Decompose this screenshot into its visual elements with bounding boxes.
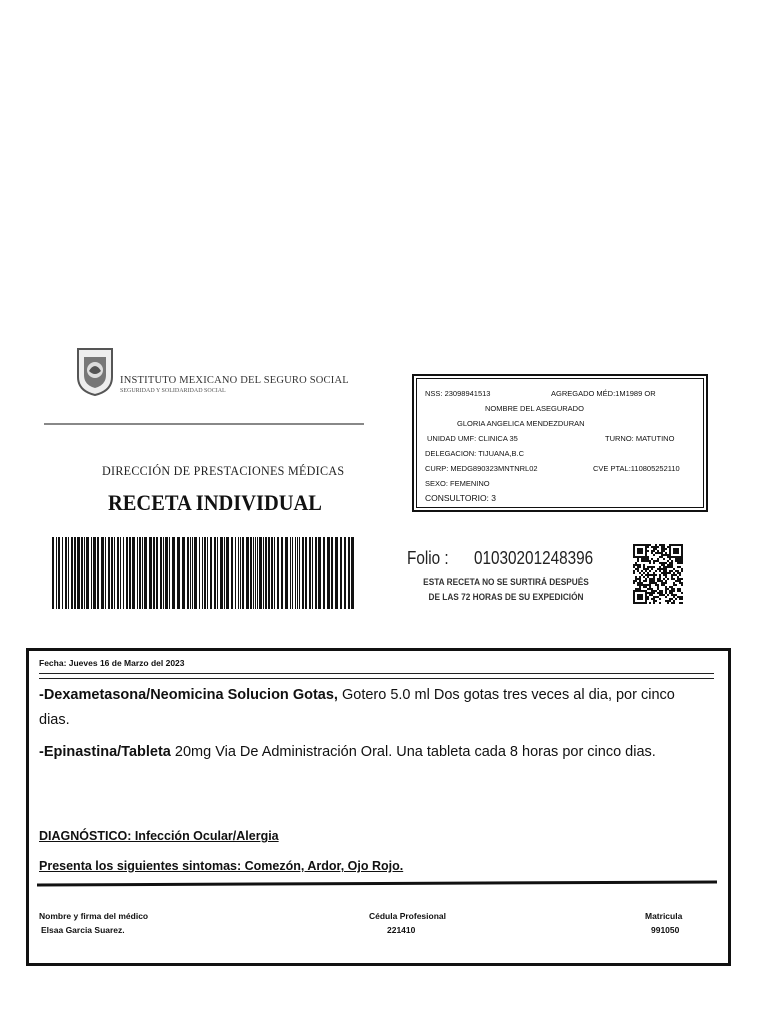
- diagnosis: DIAGNÓSTICO: Infección Ocular/Alergia: [39, 829, 279, 843]
- consultorio-field: CONSULTORIO: 3: [425, 493, 497, 503]
- doctor-name: Elsaa Garcia Suarez.: [41, 925, 125, 935]
- barcode-image: [52, 537, 354, 609]
- prescription-box: [26, 648, 731, 966]
- matricula-label: Matricula: [645, 911, 683, 921]
- institution-subtitle: SEGURIDAD Y SOLIDARIDAD SOCIAL: [120, 388, 226, 394]
- insured-name: GLORIA ANGELICA MENDEZDURAN: [457, 419, 585, 428]
- qr-code-image: [633, 544, 683, 604]
- matricula-value: 991050: [651, 925, 680, 935]
- sexo-field: SEXO: FEMENINO: [425, 479, 490, 488]
- document-title: RECETA INDIVIDUAL: [108, 490, 322, 515]
- imss-eagle-logo-icon: [74, 347, 116, 397]
- direction-title: DIRECCIÓN DE PRESTACIONES MÉDICAS: [102, 463, 345, 478]
- patient-info-box: [412, 374, 708, 512]
- institution-name: INSTITUTO MEXICANO DEL SEGURO SOCIAL: [120, 375, 349, 386]
- medication-2-detail: 20mg Via De Administración Oral. Una tableta cada 8 horas por cinco dias.: [170, 744, 656, 760]
- footer-divider: [37, 881, 717, 887]
- delegacion-field: DELEGACION: TIJUANA,B.C: [425, 449, 525, 458]
- institution-header: [74, 347, 349, 399]
- unidad-field: UNIDAD UMF: CLINICA 35: [427, 434, 518, 443]
- folio-warning: [410, 575, 601, 605]
- doctor-label: Nombre y firma del médico: [39, 911, 149, 921]
- medication-2: [39, 740, 709, 765]
- medication-1-detail: Gotero 5.0 ml Dos gotas tres veces al dia, por cinco dias.: [39, 687, 675, 728]
- medication-1-name: -Dexametasona/Neomicina Solucion Gotas,: [39, 687, 338, 703]
- agregado-field: AGREGADO MÉD:1M1989 OR: [551, 389, 656, 398]
- cedula-value: 221410: [387, 925, 416, 935]
- folio-warning-line2: DE LAS 72 HORAS DE SU EXPEDICIÓN: [428, 592, 584, 602]
- curp-field: CURP: MEDG890323MNTNRL02: [425, 464, 538, 473]
- folio-number: 01030201248396: [474, 548, 594, 568]
- cedula-label: Cédula Profesional: [369, 911, 446, 921]
- date-divider: [39, 673, 714, 679]
- nss-field: NSS: 23098941513: [425, 389, 491, 398]
- insured-name-label: NOMBRE DEL ASEGURADO: [485, 404, 584, 413]
- medication-1: [39, 683, 709, 733]
- folio-label: Folio :: [407, 548, 449, 568]
- prescription-date: Fecha: Jueves 16 de Marzo del 2023: [39, 658, 185, 668]
- symptoms: Presenta los siguientes sintomas: Comezón, Ardor, Ojo Rojo.: [39, 859, 404, 873]
- medication-2-name: -Epinastina/Tableta: [39, 744, 171, 760]
- folio-warning-line1: ESTA RECETA NO SE SURTIRÁ DESPUÉS: [423, 577, 589, 587]
- turno-field: TURNO: MATUTINO: [605, 434, 675, 443]
- cve-ptal-field: CVE PTAL:110805252110: [593, 464, 680, 473]
- header-divider: [44, 423, 364, 425]
